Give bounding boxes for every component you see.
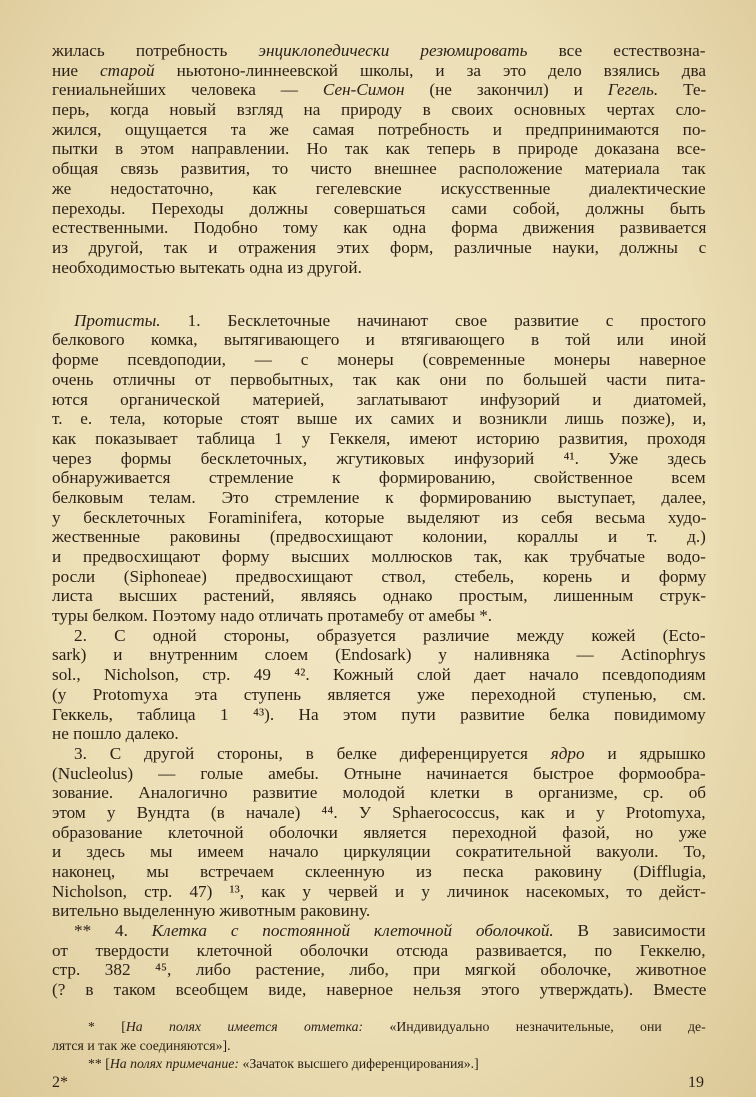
italic-text-run: Клетка с постоянной клеточной оболочкой. [151,921,554,941]
text-line [52,882,706,902]
text-line [52,139,706,159]
text-run: у бесклеточных Foraminifera, которые выделяют из себя весьма худо- [52,507,707,527]
text-run: общая связь развития, то чисто внешнее расположение материала так [52,159,706,179]
text-run: Те- [658,80,707,100]
text-run: В зависимости [553,921,706,941]
text-line [52,61,706,81]
text-run: образование клеточной оболочки является переходной фазой, но уже [52,822,707,842]
text-line [52,645,706,665]
text-line [52,665,706,685]
paragraph [52,311,706,626]
text-run: ** [ [88,1056,110,1071]
text-run: через формы бесклеточных, жгутиковых инфузорий ⁴¹. Уже здесь [52,448,707,468]
text-run: Геккель, таблица 1 ⁴³). На этом пути развитие белка повидимому [52,704,706,724]
text-line [52,764,706,784]
text-line [52,159,706,179]
text-line [52,390,706,410]
text-run: росли (Siphoneae) предвосхищают ствол, стебель, корень и форму [52,566,707,586]
text-run: ние [52,60,100,80]
text-line [52,567,706,587]
text-run: листа высших растений, являясь однако простым, лишенным струк- [52,586,706,606]
text-run: 2. С одной стороны, образуется различие между кожей (Ecto- [74,625,706,645]
signature-mark: 2* [52,1074,68,1091]
main-text [52,41,706,1000]
text-line [52,429,706,449]
text-line [52,586,706,606]
text-run: жилась потребность [52,41,259,60]
text-line [52,527,706,547]
italic-text-run: Гегель. [607,80,659,100]
text-run: от твердости клеточной оболочки отсюда развивается, по Геккелю, [52,940,706,960]
text-line [52,488,706,508]
text-line [52,547,706,567]
italic-text-run: На полях примечание: [109,1056,239,1071]
text-line [52,901,706,921]
text-run: жился, ощущается та же самая потребность и предпринимаются по- [52,119,707,139]
text-line [52,626,706,646]
text-line [52,823,706,843]
text-run: ются органической материей, заглатывают инфузорий и диатомей, [52,389,707,409]
text-line [52,100,706,120]
text-run: ** 4. [74,921,152,941]
text-line [52,120,706,140]
text-line [52,941,706,961]
text-line [52,80,706,100]
text-run: переходы. Переходы должны совершаться сами собой, должны быть [52,198,706,218]
text-line [52,1018,706,1037]
italic-text-run: На полях имеется отметка: [125,1019,364,1034]
text-run: перь, когда новый взгляд на природу в своих основных чертах сло- [52,100,707,120]
text-run: очень отличны от первобытных, так как они по большей части пита- [52,369,706,389]
text-run: белковым телам. Это стремление к формированию выступает, далее, [52,487,707,507]
text-line [52,744,706,764]
text-run: гениальнейших человека — [52,80,323,100]
text-line [52,980,706,1000]
text-run: жественные раковины (предвосхищают колонии, кораллы и т. д.) [52,527,706,547]
text-line [52,705,706,725]
text-line [52,803,706,823]
text-run: из другой, так и отражения этих форм, различные науки, должны с [52,237,707,257]
text-run: обнаруживается стремление к формированию, свойственное всем [52,468,706,488]
text-line [52,179,706,199]
text-run: * [ [88,1019,126,1034]
text-run: туры белком. Поэтому надо отличать протамебу от амебы *. [52,606,493,626]
text-run: «Зачаток высшего диференцирования».] [239,1056,479,1071]
text-line [52,330,706,350]
text-run: все естествозна- [527,41,706,60]
text-run: пытки в этом направлении. Но так как теперь в природе доказана все- [52,139,706,159]
text-run: 3. С другой стороны, в белке диференцируется [74,743,551,763]
text-run: естественными. Подобно тому как одна форма движения развивается [52,218,707,238]
text-line [52,449,706,469]
text-run: (Nucleolus) — голые амебы. Отныне начинается быстрое формообра- [52,763,706,783]
text-run: наконец, мы встречаем склеенную из песка раковину (Difflugia, [52,862,706,881]
text-line [52,508,706,528]
text-line [52,370,706,390]
text-line [52,468,706,488]
text-line [52,862,706,882]
text-run: белкового комка, вытягивающего и втягивающего в той или иной [52,330,707,350]
italic-text-run: Протисты. [74,310,161,330]
text-run: (у Protomyxa эта ступень является уже переходной ступенью, см. [52,684,706,704]
text-line [52,1037,706,1056]
text-line [52,41,706,61]
text-line [52,199,706,219]
italic-text-run: старой [100,60,155,80]
paragraph [52,921,706,1000]
paragraph [52,744,706,921]
text-run: sark) и внутренним слоем (Endosark) у наливняка — Actinophrys [52,645,706,665]
text-run: т. е. тела, которые стоят выше их самих и возникли лишь позже), и, [52,409,707,429]
text-line [52,921,706,941]
text-line [52,842,706,862]
text-line [52,960,706,980]
footnote [52,1018,706,1055]
text-run: не пошло далеко. [52,724,179,744]
text-run: «Индивидуально незначительные, они де- [363,1019,706,1034]
text-line [52,1055,706,1074]
text-run: зование. Аналогично развитие молодой клетки в организме, ср. об [52,783,707,803]
text-line [52,311,706,331]
text-run: (не закончил) и [404,80,608,100]
italic-text-run: энциклопедически резюмировать [258,41,528,60]
text-line [52,409,706,429]
text-run: sol., Nicholson, стр. 49 ⁴². Кожный слой дает начало псевдоподиям [52,665,706,685]
text-run: необходимостью вытекать одна из другой. [52,257,362,277]
text-line [52,238,706,258]
text-run: и предвосхищают форму высших моллюсков так, как трубчатые водо- [52,547,706,566]
text-run: и ядрышко [584,743,706,763]
paragraph [52,41,706,277]
text-run: вительно выделенную животным раковину. [52,901,371,921]
text-run: и здесь мы имеем начало циркуляции сократительной вакуоли. То, [52,842,706,862]
italic-text-run: Сен-Симон [322,80,405,100]
text-run: стр. 382 ⁴⁵, либо растение, либо, при мягкой оболочке, животное [52,960,707,980]
text-run: ньютоно-линнеевской школы, и за это дело взялись два [154,60,706,80]
text-run: 1. Бесклеточные начинают свое развитие с простого [160,310,706,330]
text-line [52,218,706,238]
text-run: как показывает таблица 1 у Геккеля, имеют историю развития, проходя [52,428,706,448]
footnotes [52,1018,706,1074]
paragraph [52,626,706,744]
italic-text-run: ядро [550,743,585,763]
text-run: Nicholson, стр. 47) ¹³, как у червей и у личинок насекомых, то дейст- [52,881,706,901]
text-line [52,685,706,705]
text-run: форме псевдоподии, — с монеры (современные монеры наверное [52,350,706,370]
text-line [52,350,706,370]
text-run: же недостаточно, как гегелевские искусственные диалектические [52,178,706,198]
footnote [52,1055,706,1074]
text-line [52,606,706,626]
text-run: этом у Вундта (в начале) ⁴⁴. У Sphaerococcus, как и у Protomyxa, [52,802,706,822]
text-line [52,783,706,803]
page-number: 19 [688,1074,704,1091]
text-line [52,724,706,744]
text-line [52,258,706,278]
text-run: (? в таком всеобщем виде, наверное нельзя этого утверждать). Вместе [52,980,707,1000]
text-run: лятся и так же соединяются»]. [52,1037,231,1053]
